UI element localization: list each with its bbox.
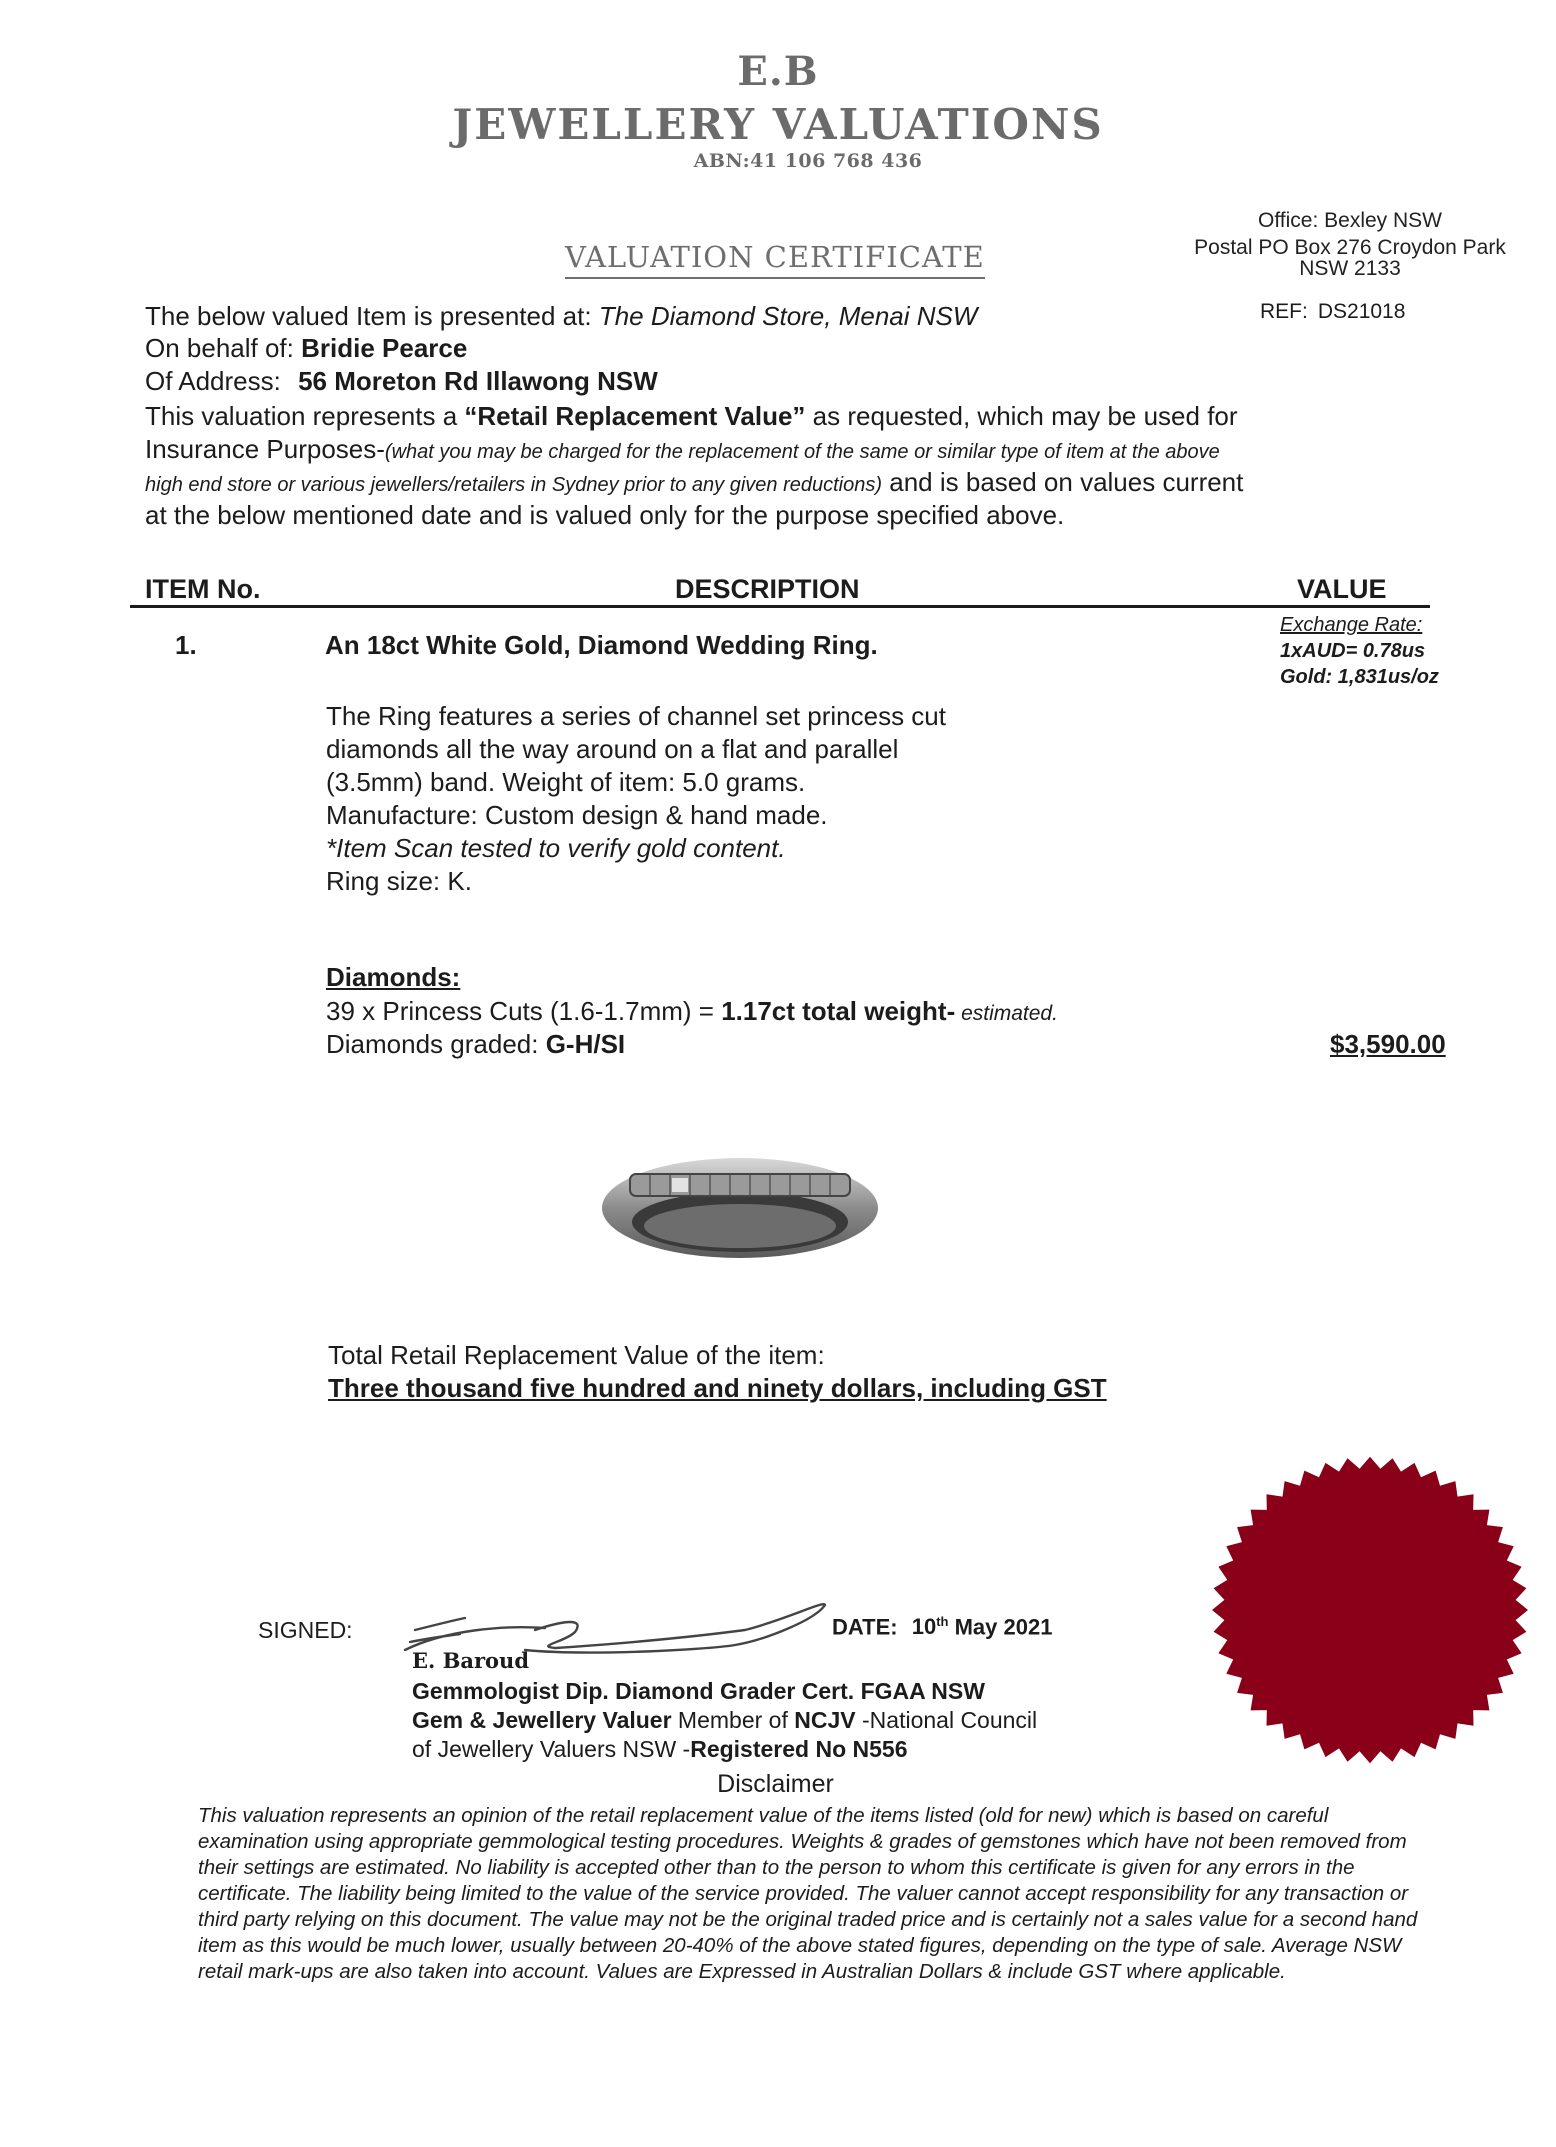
item-description-line: Manufacture: Custom design & hand made.: [326, 800, 828, 830]
signature-date: [832, 1614, 1052, 1640]
office-address-line: Postal PO Box 276 Croydon Park: [1194, 236, 1506, 259]
signer-registration: [412, 1736, 908, 1763]
item-description-line: The Ring features a series of channel set princess cut: [326, 701, 946, 731]
exchange-rate-aud: 1xAUD= 0.78us: [1280, 640, 1426, 662]
address-label: Of Address:: [145, 366, 281, 396]
total-value-in-words: Three thousand five hundred and ninety dollars, including GST: [328, 1373, 1107, 1403]
registration-number: Registered No N556: [690, 1736, 908, 1762]
diamonds-count: 39 x Princess Cuts (1.6-1.7mm) =: [326, 996, 722, 1026]
client-address: 56 Moreton Rd Illawong NSW: [298, 366, 658, 396]
exchange-rate-label: Exchange Rate:: [1280, 614, 1423, 636]
paragraph-text: as requested, which may be used for: [805, 401, 1238, 431]
purpose-paragraph-line: [145, 433, 1220, 468]
disclaimer-heading: Disclaimer: [717, 1770, 834, 1798]
office-address-line: NSW 2133: [1299, 257, 1401, 280]
signer-name: E. Baroud: [412, 1648, 530, 1673]
item-description-line: diamonds all the way around on a flat and parallel: [326, 734, 899, 764]
office-address-line: Office: Bexley NSW: [1258, 209, 1442, 232]
item-title: An 18ct White Gold, Diamond Wedding Ring.: [325, 630, 878, 660]
ncjv-acronym: NCJV: [794, 1707, 856, 1733]
ref-value: DS21018: [1317, 300, 1406, 323]
item-value: $3,590.00: [1330, 1029, 1446, 1059]
presented-at-line: [145, 300, 977, 332]
ref-label: REF:: [1260, 300, 1308, 323]
retail-replacement-value-term: “Retail Replacement Value”: [464, 401, 806, 431]
behalf-label: On behalf of:: [145, 333, 294, 363]
membership-text: -National Council: [855, 1707, 1038, 1733]
on-behalf-line: [145, 332, 467, 364]
item-number: 1.: [175, 630, 197, 660]
membership-text: of Jewellery Valuers NSW -: [412, 1736, 691, 1762]
diamonds-grade-line: [326, 1029, 625, 1060]
graded-value: G-H/SI: [545, 1029, 626, 1059]
diamonds-count-line: [326, 996, 1058, 1027]
ring-photo: [590, 1130, 880, 1270]
reference-number: [1260, 300, 1405, 324]
ring-inner-surface: [644, 1204, 836, 1248]
membership-text: Member of: [671, 1707, 795, 1733]
estimated-note: estimated.: [955, 1002, 1058, 1025]
address-line: [145, 365, 658, 397]
channel-set-diamonds: [630, 1174, 850, 1196]
client-name: Bridie Pearce: [301, 333, 468, 363]
diamond-highlight: [672, 1178, 688, 1192]
column-header-item: ITEM No.: [145, 574, 261, 604]
disclaimer-text: This valuation represents an opinion of the retail replacement value of the items listed (old for new) which is based on careful examination using appropriate gemmological testing procedures. Weights & grades of gemstones which have not been removed from their settings are estimated. No liability is accepted other than to the person to whom this certificate is given for any errors in the certificate. The liability being limited to the value of the service provided. The valuer cannot accept responsibility for any transaction or third party relying on this document. The value may not be the original traded price and is certainly not a sales value for a second hand item as this would be much lower, usually between 20-40% of the above stated figures, depending on the type of sale. Average NSW retail mark-ups are also taken into account. Values are Expressed in Australian Dollars & include GST where applicable.: [198, 1804, 1418, 1983]
paragraph-text: This valuation represents a: [145, 401, 465, 431]
item-description-line: Ring size: K.: [326, 866, 472, 896]
diamonds-total-weight: 1.17ct total weight-: [721, 996, 956, 1026]
date-label: DATE:: [832, 1614, 898, 1640]
disclaimer-title: [0, 1770, 1556, 1799]
red-seal: [1200, 1450, 1540, 1770]
column-header-value: VALUE: [1297, 574, 1387, 604]
signer-membership: [412, 1707, 1037, 1734]
signed-label: SIGNED:: [258, 1617, 353, 1643]
presented-value: The Diamond Store, Menai NSW: [598, 301, 978, 331]
brand-abn: ABN:41 106 768 436: [693, 150, 923, 172]
seal-shape: [1212, 1457, 1528, 1764]
date-month-year: May 2021: [954, 1614, 1053, 1640]
column-header-description: DESCRIPTION: [675, 574, 860, 604]
item-description-line: (3.5mm) band. Weight of item: 5.0 grams.: [326, 767, 806, 797]
presented-label: The below valued Item is presented at:: [145, 301, 592, 331]
date-suffix: th: [936, 1614, 949, 1629]
brand-name: JEWELLERY VALUATIONS: [452, 100, 1104, 149]
valuer-title: Gem & Jewellery Valuer: [412, 1707, 672, 1733]
signer-credentials: Gemmologist Dip. Diamond Grader Cert. FGAA NSW: [412, 1678, 985, 1704]
gold-price: Gold: 1,831us/oz: [1280, 666, 1439, 688]
item-description-line: *Item Scan tested to verify gold content.: [326, 833, 786, 863]
paragraph-text: Insurance Purposes-: [145, 434, 385, 464]
paragraph-note: high end store or various jewellers/retailers in Sydney prior to any given reductions): [145, 474, 883, 496]
paragraph-note: (what you may be charged for the replacement of the same or similar type of item at the above: [384, 441, 1220, 463]
header-divider: [130, 605, 1430, 608]
brand-initials: E.B: [737, 48, 819, 95]
graded-label: Diamonds graded:: [326, 1029, 546, 1059]
certificate-title: VALUATION CERTIFICATE: [565, 240, 985, 279]
diamonds-heading: Diamonds:: [326, 962, 461, 992]
purpose-paragraph-line: [145, 400, 1238, 432]
total-label: Total Retail Replacement Value of the item:: [328, 1340, 825, 1370]
purpose-paragraph-line: at the below mentioned date and is valued only for the purpose specified above.: [145, 500, 1065, 530]
purpose-paragraph-line: [145, 466, 1243, 501]
date-day: 10: [911, 1614, 937, 1640]
paragraph-text: and is based on values current: [882, 467, 1244, 497]
